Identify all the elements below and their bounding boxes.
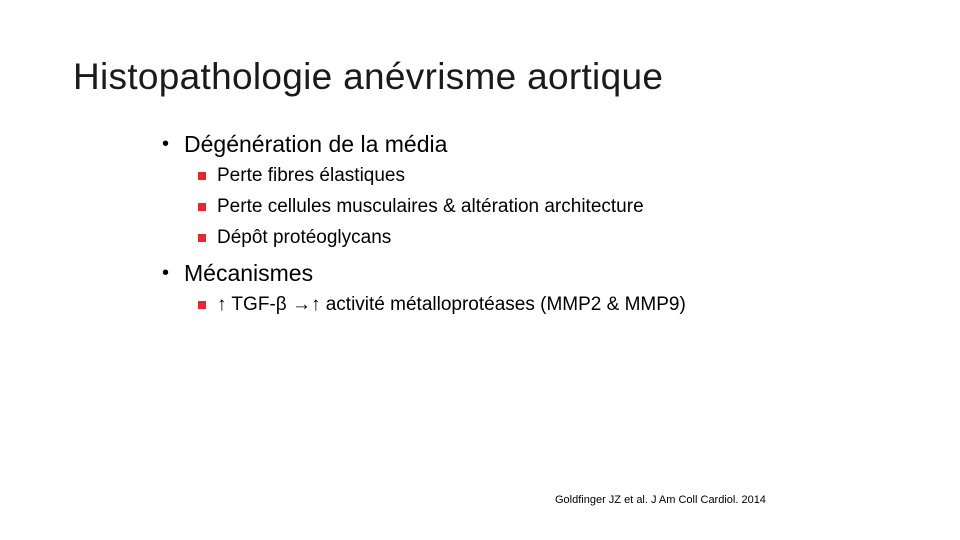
sub-bullet-text: Dépôt protéoglycans bbox=[217, 227, 392, 248]
slide-title: Histopathologie anévrisme aortique bbox=[73, 56, 664, 97]
sub-bullet-item bbox=[198, 222, 862, 253]
bullet-heading-text: Mécanismes bbox=[184, 260, 314, 286]
bullet-heading bbox=[162, 257, 862, 289]
sub-bullet-text: Perte fibres élastiques bbox=[217, 165, 405, 186]
sub-bullet-item bbox=[198, 160, 862, 191]
sub-bullet-item bbox=[198, 191, 862, 222]
bullet-heading bbox=[162, 128, 862, 160]
sub-bullet-item bbox=[198, 289, 862, 320]
red-square-bullet-icon bbox=[198, 301, 206, 309]
citation: Goldfinger JZ et al. J Am Coll Cardiol. 2014 bbox=[555, 494, 766, 506]
sub-bullet-text: Perte cellules musculaires & altération architecture bbox=[217, 196, 644, 217]
sub-bullet-list bbox=[198, 160, 862, 253]
slide-content bbox=[162, 128, 862, 324]
bullet-group-degeneration bbox=[162, 128, 862, 253]
sub-bullet-text: ↑ TGF-β →↑ activité métalloprotéases (MMP2 & MMP9) bbox=[217, 294, 686, 315]
red-square-bullet-icon bbox=[198, 203, 206, 211]
bullet-dot-icon: • bbox=[162, 133, 170, 155]
bullet-dot-icon: • bbox=[162, 262, 170, 284]
red-square-bullet-icon bbox=[198, 172, 206, 180]
bullet-heading-text: Dégénération de la média bbox=[184, 131, 448, 157]
sub-bullet-list bbox=[198, 289, 862, 320]
bullet-group-mecanismes bbox=[162, 257, 862, 320]
red-square-bullet-icon bbox=[198, 234, 206, 242]
